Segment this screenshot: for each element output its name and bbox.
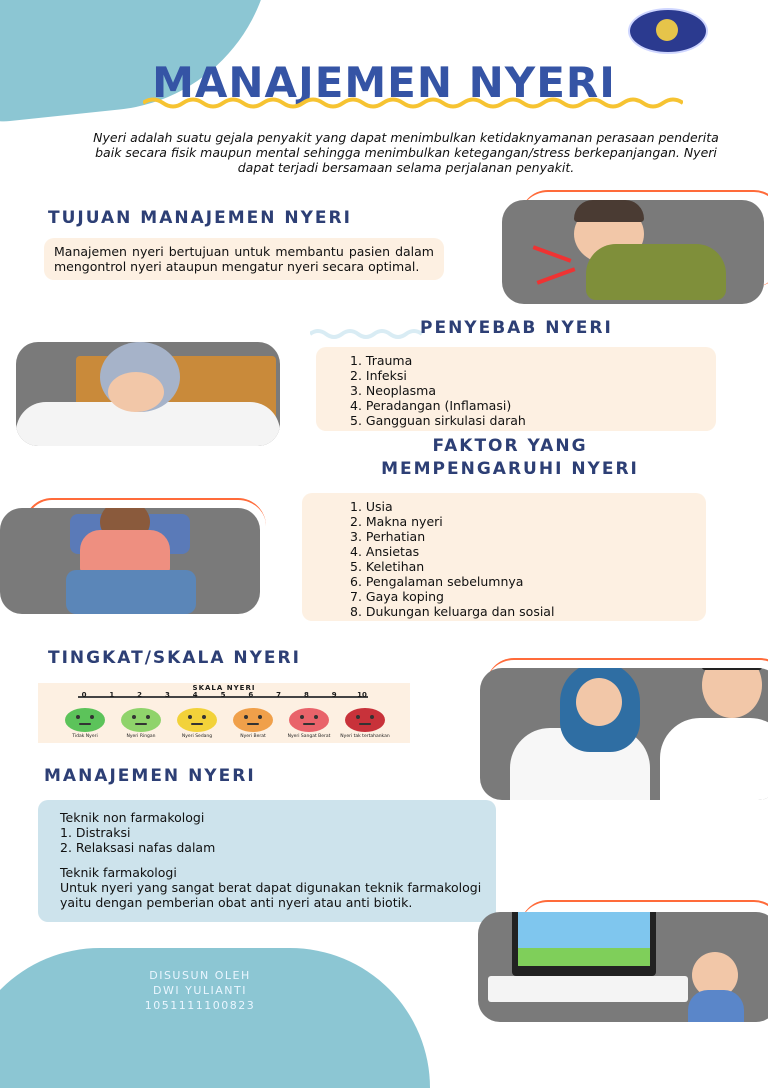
pain-face-icon — [289, 708, 329, 732]
pain-face-icon — [65, 708, 105, 732]
faktor-card — [302, 493, 706, 621]
skala-heading: TINGKAT/SKALA NYERI — [48, 648, 301, 668]
pain-scale-number: 5 — [220, 691, 226, 699]
pain-scale-title: SKALA NYERI — [192, 684, 256, 692]
list-item: 4. Ansietas — [350, 544, 420, 559]
faktor-heading — [300, 435, 720, 481]
pain-scale-number: 9 — [331, 691, 337, 699]
list-item: 7. Gaya koping — [350, 589, 444, 604]
penyebab-list — [350, 353, 716, 428]
pain-scale-number: 2 — [137, 691, 143, 699]
pain-face-label: Nyeri Ringan — [126, 734, 156, 739]
illustration-doctors — [480, 668, 768, 800]
penyebab-card — [316, 347, 716, 431]
list-item: 6. Pengalaman sebelumnya — [350, 574, 524, 589]
non-farmakologi-title: Teknik non farmakologi — [60, 810, 205, 825]
pain-scale-chart — [38, 683, 410, 743]
farmakologi-title: Teknik farmakologi — [60, 865, 177, 880]
pain-face-icon — [233, 708, 273, 732]
list-item: 2. Relaksasi nafas dalam — [60, 840, 216, 855]
tujuan-text: Manajemen nyeri bertujuan untuk membantu pasien dalam mengontrol nyeri ataupun mengatur nyeri secara optimal. — [54, 244, 434, 274]
pain-scale-number: 3 — [164, 691, 170, 699]
manajemen-heading: MANAJEMEN NYERI — [44, 766, 256, 786]
illustration-child-tv — [478, 912, 768, 1022]
pain-scale-number: 8 — [303, 691, 309, 699]
list-item: 2. Infeksi — [350, 368, 407, 383]
pain-face-label: Nyeri Sedang — [181, 734, 213, 739]
credit-line-1: DISUSUN OLEH — [149, 969, 251, 982]
pain-face-label: Tidak Nyeri — [72, 734, 98, 739]
pain-scale-number: 4 — [192, 691, 198, 699]
illustration-stomach-ache — [502, 200, 764, 304]
university-logo — [628, 8, 708, 54]
list-item: 5. Keletihan — [350, 559, 425, 574]
intro-paragraph: Nyeri adalah suatu gejala penyakit yang dapat menimbulkan ketidaknyamanan perasaan penderita baik secara fisik maupun mental sehingga menimbulkan ketegangan/stress berkepanjangan. Nyeri dapat terjadi bersamaan selama perjalanan penyakit. — [93, 130, 719, 175]
page-title: MANAJEMEN NYERI — [152, 58, 616, 107]
pain-face-icon — [177, 708, 217, 732]
illustration-sitting-man — [0, 508, 260, 614]
list-item: 4. Peradangan (Inflamasi) — [350, 398, 512, 413]
decorative-wave — [310, 328, 430, 340]
pain-face-icon — [345, 708, 385, 732]
faktor-list — [350, 499, 706, 619]
illustration-sick-in-bed — [16, 342, 280, 446]
tujuan-heading: TUJUAN MANAJEMEN NYERI — [48, 208, 352, 228]
list-item: 1. Distraksi — [60, 825, 131, 840]
pain-face-label: Nyeri Sangat Berat — [287, 734, 331, 739]
list-item: 3. Perhatian — [350, 529, 426, 544]
pain-scale-number: 1 — [109, 691, 115, 699]
pain-scale-number: 6 — [248, 691, 254, 699]
credit-author: DWI YULIANTI — [153, 984, 247, 997]
pain-face-label: Nyeri Berat — [240, 734, 266, 739]
manajemen-card — [38, 800, 496, 922]
credit-block — [100, 968, 300, 1013]
pain-scale-number: 0 — [81, 691, 87, 699]
pain-scale-number: 7 — [276, 691, 282, 699]
list-item: 8. Dukungan keluarga dan sosial — [350, 604, 555, 619]
list-item: 1. Usia — [350, 499, 393, 514]
credit-id: 1051111100823 — [144, 999, 256, 1012]
faktor-heading-line1: FAKTOR YANG — [432, 436, 588, 456]
faktor-heading-line2: MEMPENGARUHI NYERI — [381, 459, 639, 479]
list-item: 5. Gangguan sirkulasi darah — [350, 413, 526, 428]
list-item: 1. Trauma — [350, 353, 413, 368]
farmakologi-text: Untuk nyeri yang sangat berat dapat digunakan teknik farmakologi yaitu dengan pemberian obat anti nyeri atau anti biotik. — [60, 880, 482, 910]
penyebab-heading: PENYEBAB NYERI — [420, 318, 613, 338]
list-item: 3. Neoplasma — [350, 383, 437, 398]
pain-face-label: Nyeri tak tertahankan — [340, 734, 390, 739]
pain-scale-number: 10 — [357, 691, 367, 699]
pain-face-icon — [121, 708, 161, 732]
list-item: 2. Makna nyeri — [350, 514, 443, 529]
title-wave-underline — [143, 96, 683, 110]
tujuan-card — [44, 238, 444, 280]
